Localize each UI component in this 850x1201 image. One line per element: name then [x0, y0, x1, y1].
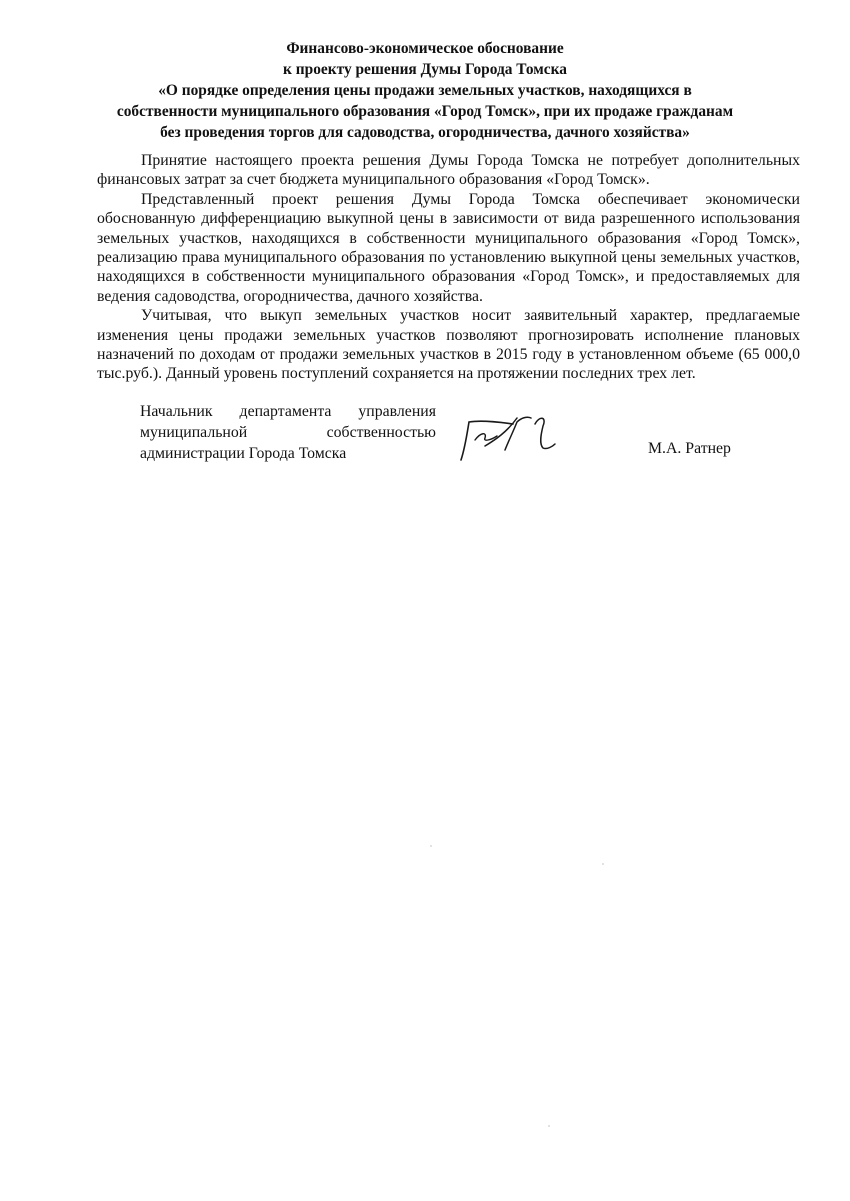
title-line: без проведения торгов для садоводства, огородничества, дачного хозяйства»: [160, 124, 690, 141]
position-line: муниципальной собственностью: [140, 424, 436, 441]
title-line: «О порядке определения цены продажи земельных участков, находящихся в: [158, 82, 692, 99]
title-line: собственности муниципального образования «Город Томск», при их продаже гражданам: [116, 103, 734, 120]
document-title: [95, 38, 755, 143]
position-line: администрации Города Томска: [140, 445, 347, 462]
title-line: к проекту решения Думы Города Томска: [283, 61, 567, 78]
handwritten-signature: [455, 410, 565, 466]
document-body: [97, 151, 800, 384]
signatory-position: [140, 401, 436, 464]
body-paragraph: Учитывая, что выкуп земельных участков носит заявительный характер, предлагаемые изменения цены продажи земельных участков позволяют прогнозировать исполнение плановых назначений по доходам от продажи земельных участков в 2015 году в установленном объеме (65 000,0 тыс.руб.). Данный уровень поступлений сохраняется на протяжении последних трех лет.: [97, 307, 800, 383]
scan-speck: [602, 863, 604, 865]
signatory-name: М.А. Ратнер: [648, 440, 731, 457]
title-line: Финансово-экономическое обоснование: [286, 40, 564, 57]
body-paragraph: Представленный проект решения Думы Города Томска обеспечивает экономически обоснованную дифференциацию выкупной цены в зависимости от вида разрешенного использования земельных участков, находящихся в собственности муниципального образования «Город Томск», реализацию права муниципального образования по установлению выкупной цены земельных участков, находящихся в собственности муниципального образования «Город Томск», и предоставляемых для ведения садоводства, огородничества, дачного хозяйства.: [97, 190, 800, 305]
position-line: Начальник департамента управления: [140, 403, 436, 420]
scan-speck: [430, 845, 432, 847]
scan-speck: [548, 1125, 550, 1127]
body-paragraph: Принятие настоящего проекта решения Думы Города Томска не потребует дополнительных финансовых затрат за счет бюджета муниципального образования «Город Томск».: [97, 152, 800, 189]
